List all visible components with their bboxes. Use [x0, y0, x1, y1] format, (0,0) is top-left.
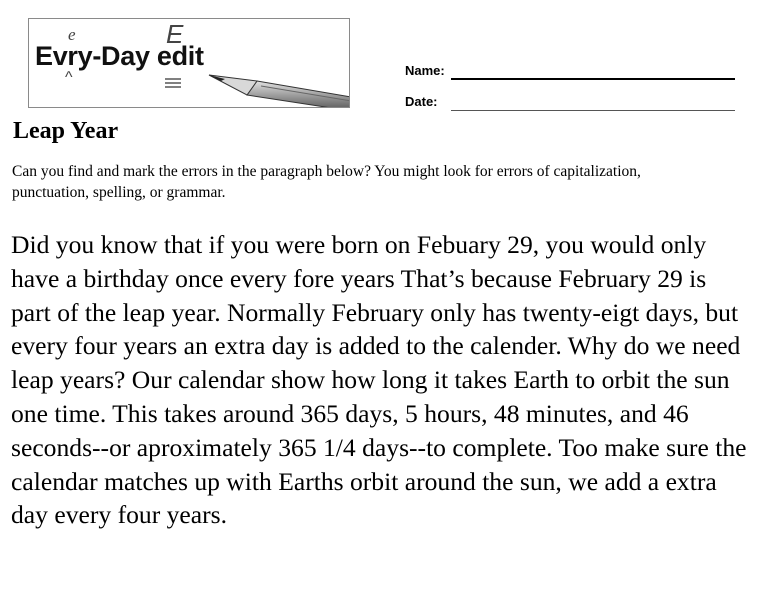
date-label: Date: [405, 94, 438, 109]
logo-caret-mark: ^ [65, 69, 73, 86]
name-label: Name: [405, 63, 445, 78]
date-line[interactable] [451, 110, 735, 111]
name-line[interactable] [451, 78, 735, 80]
logo-insert-letter: e [68, 25, 76, 44]
logo [28, 18, 350, 108]
instructions: Can you find and mark the errors in the paragraph below? You might look for errors of capitalization, punctuation, spelling, or grammar. [12, 163, 641, 201]
logo-cap-letter: E [166, 19, 184, 49]
date-field [405, 89, 735, 111]
worksheet-title: Leap Year [13, 118, 119, 144]
name-field [405, 58, 735, 80]
logo-text: Evry-Day edit [35, 41, 204, 71]
edit-paragraph: Did you know that if you were born on Febuary 29, you would only have a birthday once every fore years That’s because February 29 is part of the leap year. Normally February only has twenty-eigt days, but every four years an extra day is added to the calender. Why do we need leap years? Our calendar show how long it takes Earth to orbit the sun one time. This takes around 365 days, 5 hours, 48 minutes, and 46 seconds--or aproximately 365 1/4 days--to complete. Too make sure the calendar matches up with Earths orbit around the sun, we add a extra day every four years. [11, 230, 747, 530]
